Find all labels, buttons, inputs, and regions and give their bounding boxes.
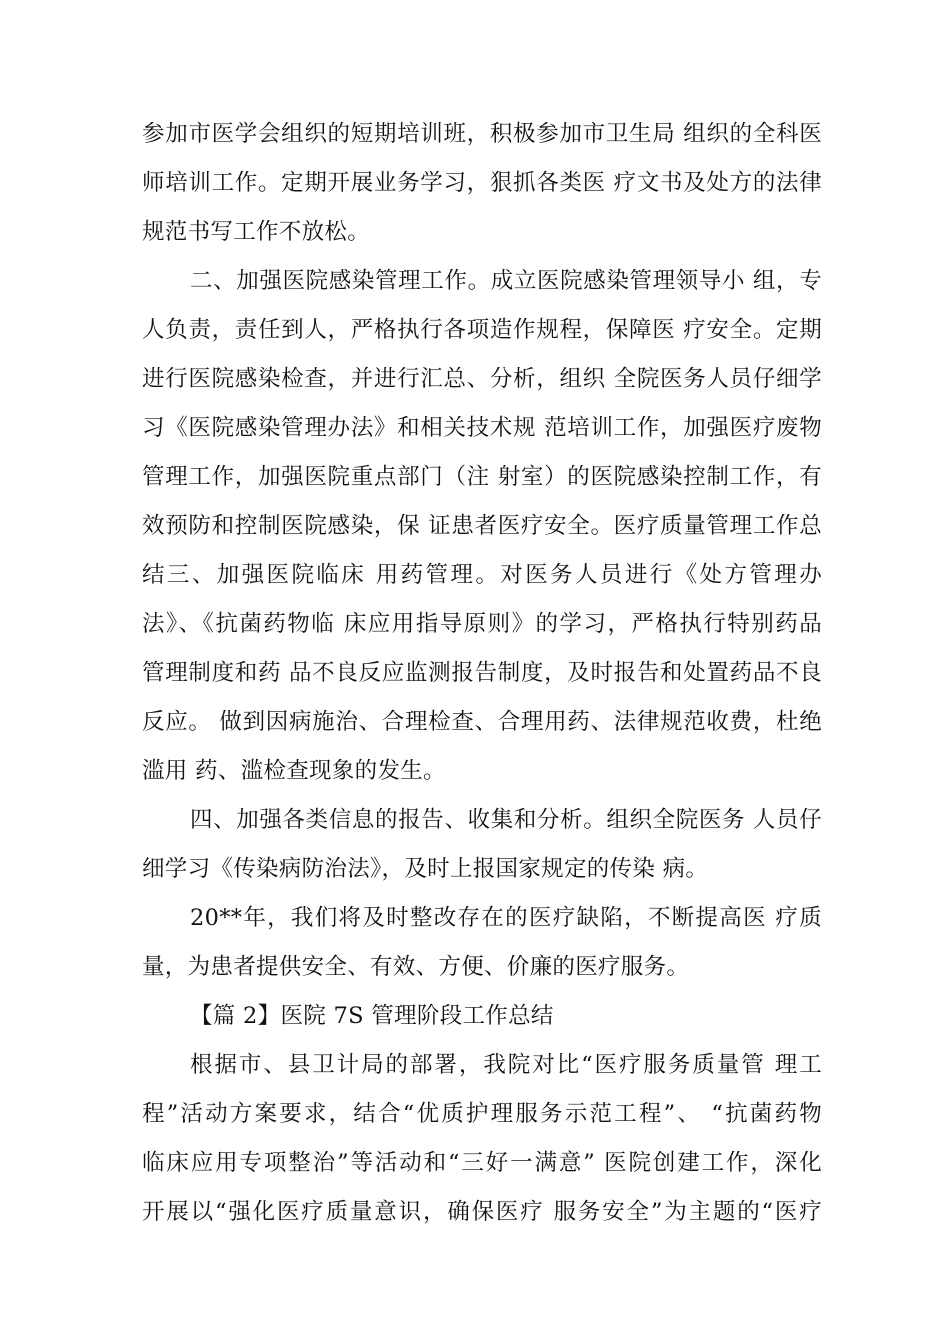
text-line: 结三、加强医院临床 用药管理。对医务人员进行《处方管理办 [142, 562, 822, 588]
text-line: 二、加强医院感染管理工作。成立医院感染管理领导小 组，专 [190, 268, 822, 294]
text-line: 反应。 做到因病施治、合理检查、合理用药、法律规范收费，杜绝 [142, 709, 822, 735]
text-line: 滥用 药、滥检查现象的发生。 [142, 758, 446, 784]
text-line: 师培训工作。定期开展业务学习，狠抓各类医 疗文书及处方的法律 [142, 170, 822, 196]
text-line: 20**年，我们将及时整改存在的医疗缺陷，不断提高医 疗质 [190, 905, 822, 931]
text-line: 进行医院感染检查，并进行汇总、分析，组织 全院医务人员仔细学 [142, 366, 822, 392]
text-line: 习《医院感染管理办法》和相关技术规 范培训工作，加强医疗废物 [142, 415, 822, 441]
text-line: 临床应用专项整治”等活动和“三好一满意” 医院创建工作，深化 [142, 1150, 822, 1176]
text-line: 效预防和控制医院感染，保 证患者医疗安全。医疗质量管理工作总 [142, 513, 822, 539]
text-line: 根据市、县卫计局的部署，我院对比“医疗服务质量管 理工 [190, 1052, 822, 1078]
text-line: 量，为患者提供安全、有效、方便、价廉的医疗服务。 [142, 954, 690, 980]
text-line: 程”活动方案要求，结合“优质护理服务示范工程”、 “抗菌药物 [142, 1101, 822, 1127]
text-line: 规范书写工作不放松。 [142, 219, 371, 245]
text-line: 细学习《传染病防治法》，及时上报国家规定的传染 病。 [142, 856, 709, 882]
text-line: 开展以“强化医疗质量意识，确保医疗 服务安全”为主题的“医疗 [142, 1199, 822, 1225]
text-line: 参加市医学会组织的短期培训班，积极参加市卫生局 组织的全科医 [142, 121, 822, 147]
section-heading: 【篇 2】医院 7S 管理阶段工作总结 [190, 1003, 554, 1029]
text-line: 法》、《抗菌药物临 床应用指导原则》的学习，严格执行特别药品 [142, 611, 822, 637]
text-line: 人负责，责任到人，严格执行各项造作规程，保障医 疗安全。定期 [142, 317, 822, 343]
text-line: 四、加强各类信息的报告、收集和分析。组织全院医务 人员仔 [190, 807, 822, 833]
text-line: 管理工作，加强医院重点部门（注 射室）的医院感染控制工作，有 [142, 464, 822, 490]
text-line: 管理制度和药 品不良反应监测报告制度，及时报告和处置药品不良 [142, 660, 822, 686]
